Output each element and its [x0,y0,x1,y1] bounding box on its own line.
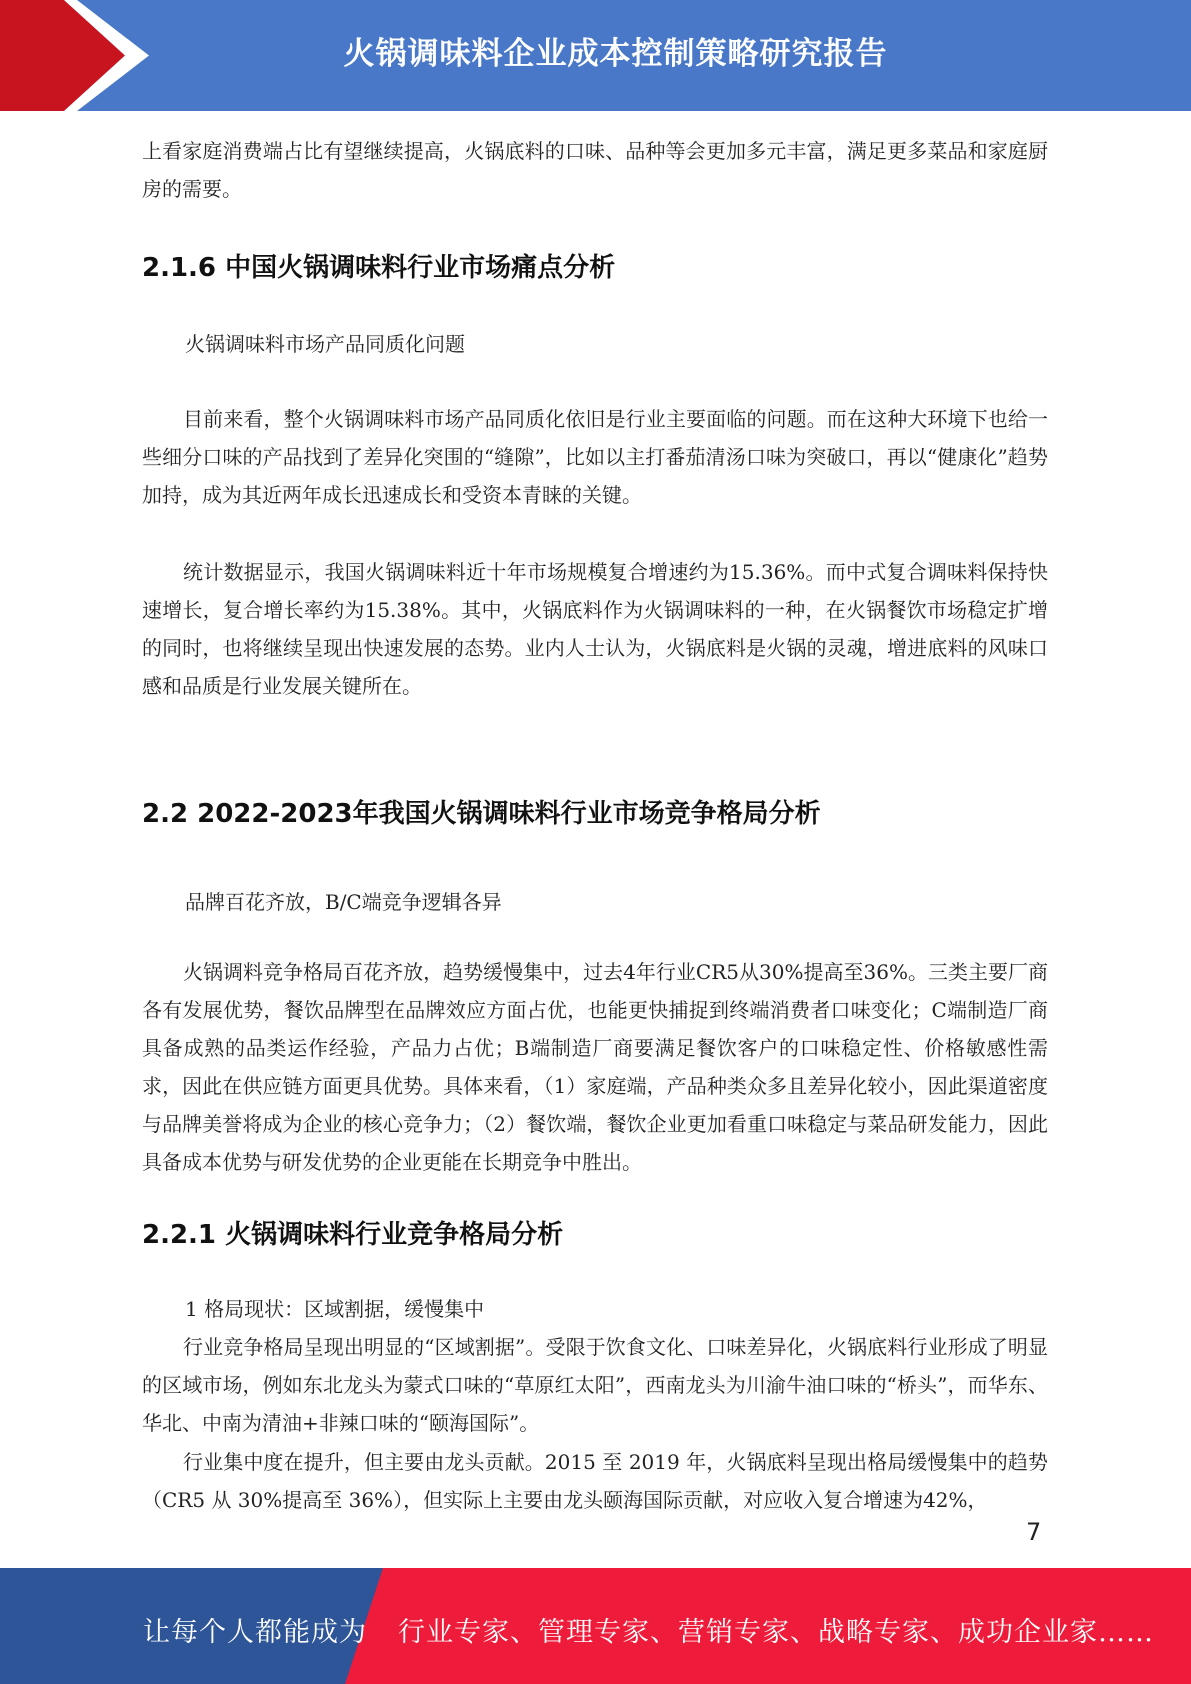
report-title: 火锅调味料企业成本控制策略研究报告 [343,36,888,72]
competition-paragraph: 火锅调料竞争格局百花齐放，趋势缓慢集中，过去4年行业CR5从30%提高至36%。三类主要厂商各有发展优势，餐饮品牌型在品牌效应方面占优，也能更快捕捉到终端消费者口味变化；C端制造厂商具备成熟的品类运作经验，产品力占优；B端制造厂商要满足餐饮客户的口味稳定性、价格敏感性需求，因此在供应链方面更具优势。具体来看，（1）家庭端，产品种类众多且差异化较小，因此渠道密度与品牌美誉将成为企业的核心竞争力；（2）餐饮端，餐饮企业更加看重口味稳定与菜品研发能力，因此具备成本优势与研发优势的企业更能在长期竞争中胜出。 [142,960,1048,1174]
subtopic-label-homogeneity: 火锅调味料市场产品同质化问题 [185,332,465,356]
subtopic-label-brands: 品牌百花齐放，B/C端竞争逻辑各异 [185,890,502,914]
page-number: 7 [1026,1518,1042,1546]
page-footer [0,1568,1191,1684]
homogeneity-paragraph: 目前来看，整个火锅调味料市场产品同质化依旧是行业主要面临的问题。而在这种大环境下也给一些细分口味的产品找到了差异化突围的“缝隙”，比如以主打番茄清汤口味为突破口，再以“健康化”趋势加持，成为其近两年成长迅速成长和受资本青睐的关键。 [142,407,1048,507]
concentration-paragraph: 行业集中度在提升，但主要由龙头贡献。2015 至 2019 年，火锅底料呈现出格局缓慢集中的趋势（CR5 从 30%提高至 36%），但实际上主要由龙头颐海国际贡献，对应收入复合增速为42%， [142,1450,1048,1512]
page-header [0,0,1191,111]
statistics-paragraph: 统计数据显示，我国火锅调味料近十年市场规模复合增速约为15.36%。而中式复合调味料保持快速增长，复合增长率约为15.38%。其中，火锅底料作为火锅调味料的一种，在火锅餐饮市场稳定扩增的同时，也将继续呈现出快速发展的态势。业内人士认为，火锅底料是火锅的灵魂，增进底料的风味口感和品质是行业发展关键所在。 [142,560,1048,698]
section-heading-2-1-6: 2.1.6 中国火锅调味料行业市场痛点分析 [142,253,616,283]
subtopic-label-status: 1 格局现状：区域割据，缓慢集中 [185,1297,485,1321]
footer-slogan-left: 让每个人都能成为 [143,1617,367,1648]
footer-slogan-right: 行业专家、管理专家、营销专家、战略专家、成功企业家…… [398,1617,1154,1648]
section-heading-2-2-1: 2.2.1 火锅调味料行业竞争格局分析 [142,1220,564,1250]
section-heading-2-2: 2.2 2022-2023年我国火锅调味料行业市场竞争格局分析 [142,799,821,829]
regional-paragraph: 行业竞争格局呈现出明显的“区域割据”。受限于饮食文化、口味差异化，火锅底料行业形成了明显的区域市场，例如东北龙头为蒙式口味的“草原红太阳”，西南龙头为川渝牛油口味的“桥头”，而华东、华北、中南为清油+非辣口味的“颐海国际”。 [142,1335,1048,1435]
intro-paragraph: 上看家庭消费端占比有望继续提高，火锅底料的口味、品种等会更加多元丰富，满足更多菜品和家庭厨房的需要。 [142,139,1048,201]
